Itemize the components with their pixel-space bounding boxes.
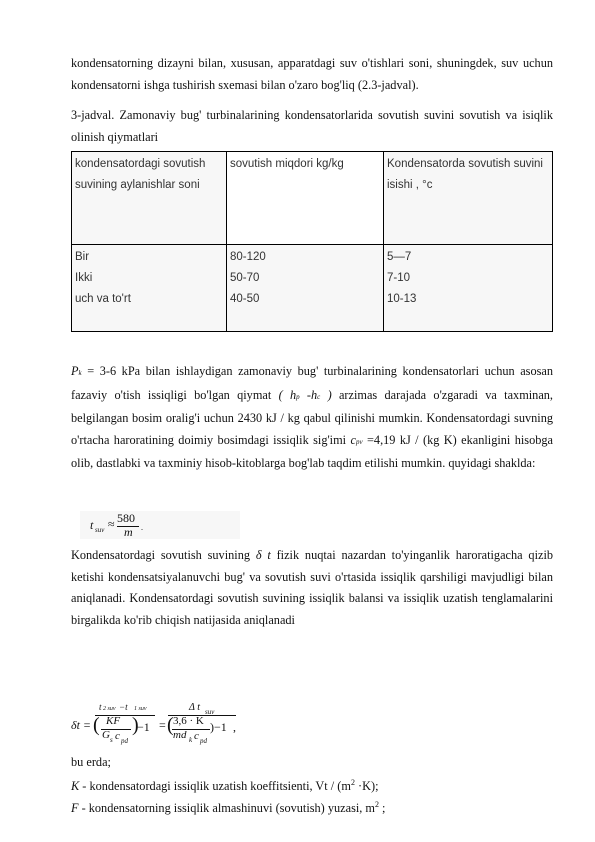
table-cell-value: 40-50 [230,293,260,305]
formula-h-sub: p [296,392,300,401]
symbol-f: F [71,801,79,816]
formula-approx: ≈ [108,517,115,531]
table-cell [72,245,227,332]
formula-c-sub: pd [200,737,207,745]
formula-h: ( h [278,387,297,402]
formula-lhs: δt = [71,718,92,732]
paragraph-text: = 3-6 kPa bilan ishlaydigan zamonaviy bug' turbinalarining kondensatorlari uchun asosan fazaviy o'tish issiqligi bo'lgan qiymat [71,364,553,402]
table-row [72,245,553,332]
formula-delta-t-sub: suv [205,708,215,716]
table-caption: 3-jadval. Zamonaviy bug' turbinalarining kondensatorlarida sovutish suvini sovutish va isiqlik olinish qiymatlari [71,108,553,144]
paren-close: ) [132,714,139,736]
formula-kf: KF [106,715,121,727]
formula-numerator: 580 [117,511,135,525]
formula-dot: . [141,523,143,532]
table-header-cell: Kondensatorda sovutish suvini isishi , °c [384,152,553,245]
symbol-delta-t: δ t [255,548,271,562]
formula-t1-sub: 1 suv [134,706,147,712]
formula-delta-t-suv: Δ t [189,702,200,713]
formula-minus-one: −1 [137,720,150,734]
superscript: 2 [350,778,355,787]
symbol-c: c [350,432,356,447]
formula-h-mid: -h [299,387,318,402]
table-cell-value: Ikki [75,272,93,284]
symbol-c-sub: pv [355,437,363,446]
table-cell-value: Bir [75,251,90,263]
formula-denominator: m [124,525,133,539]
formula-md-sub: k [189,736,193,744]
fraction-bar [95,715,155,716]
paragraph-text: =4,19 kJ / (kg K) ekanligini hisobga olib, dastlabki va taxminiy hisob-kitoblarga bog'lab taqdim etilishi mumkin. quyidagi shaklda: [71,432,553,470]
formula-c-sub: pd [121,737,128,745]
formula-lhs: t [90,518,94,532]
paren-open: ( [167,714,174,736]
definition-text: ·K); [354,779,379,794]
definition-k [71,774,379,795]
formula-h-end: ) [320,387,332,402]
formula-t2-sub: 2 suv [103,706,116,712]
table-cell-value: 50-70 [230,272,260,284]
symbol-k: K [71,779,80,794]
table-cell [384,245,553,332]
formula-h-sub: c [317,392,321,401]
paragraph-text: arzimas darajada o'zgaradi va taxminan, belgilangan bosim oralig'i uchun 2430 kJ / kg qabul qilinishi mumkin. Kondensatordagi suvning o'rtacha haroratining doimiy bosimdagi issiqlik sig'imi [71,387,553,447]
formula-minus-one: )−1 [210,720,227,734]
table-header-cell: sovutish miqdori kg/kg [227,152,384,245]
formula-t-suv [80,511,240,539]
definition-text: ; [378,801,386,816]
table-header-cell: kondensatordagi sovutish suvining aylanishlar soni [72,152,227,245]
where-line: bu erda; [71,755,111,769]
formula-md: md [173,729,187,741]
paragraph-text: Kondensatordagi sovutish suvining [71,548,256,562]
delta-t-paragraph [71,545,553,631]
definition-f [71,796,385,817]
formula-comma: , [233,720,236,734]
formula-delta-t [71,700,241,750]
formula-g: G [102,729,110,741]
paragraph-text: fizik nuqtai nazardan to'yinganlik haroratigacha qizib ketishi kondensatsiyalanuvchi bug' va sovutish suvi o'rtasida issiqlik qarshiligi mavjudligi bilan aniqlanadi. Kondensatordagi sovutish suvining issiqlik balansi va issiqlik uzatish tenglamalarini birgalikda ko'rib chiqish natijasida aniqlanadi [71,548,554,627]
formula-t1: −t [119,702,128,712]
table-cell-value: 80-120 [230,251,266,263]
formula-36k: 3,6 · K [173,715,204,727]
pressure-paragraph [71,361,553,475]
superscript: 2 [374,800,379,809]
table-cell-value: 10-13 [387,293,417,305]
symbol-p-sub: k [78,369,82,377]
paren-open: ( [93,714,100,736]
table-header-row [72,152,553,245]
formula-lhs-sub: suv [95,526,105,534]
table-cell-value: 5—7 [387,251,412,263]
table-cell-value: 7-10 [387,272,411,284]
formula-c: c [115,730,120,742]
table-cell [227,245,384,332]
table-cell-value: uch va to'rt [75,293,131,305]
formula-g-sub: s [110,736,113,744]
formula-t2: t [99,702,102,712]
symbol-p: P [71,364,79,378]
intro-paragraph: kondensatorning dizayni bilan, xususan, apparatdagi suv o'tishlari soni, shuningdek, suv uchun kondensatorni ishga tushirish sxemasi bilan o'zaro bog'liq (2.3-jadval). [71,56,553,92]
formula-equals: = [159,718,166,732]
cooling-water-table [71,151,553,332]
formula-c: c [194,730,199,742]
definition-text: - kondensatordagi issiqlik uzatish koeffitsienti, Vt / (m [79,779,351,794]
definition-text: - kondensatorning issiqlik almashinuvi (sovutish) yuzasi, m [78,801,375,816]
